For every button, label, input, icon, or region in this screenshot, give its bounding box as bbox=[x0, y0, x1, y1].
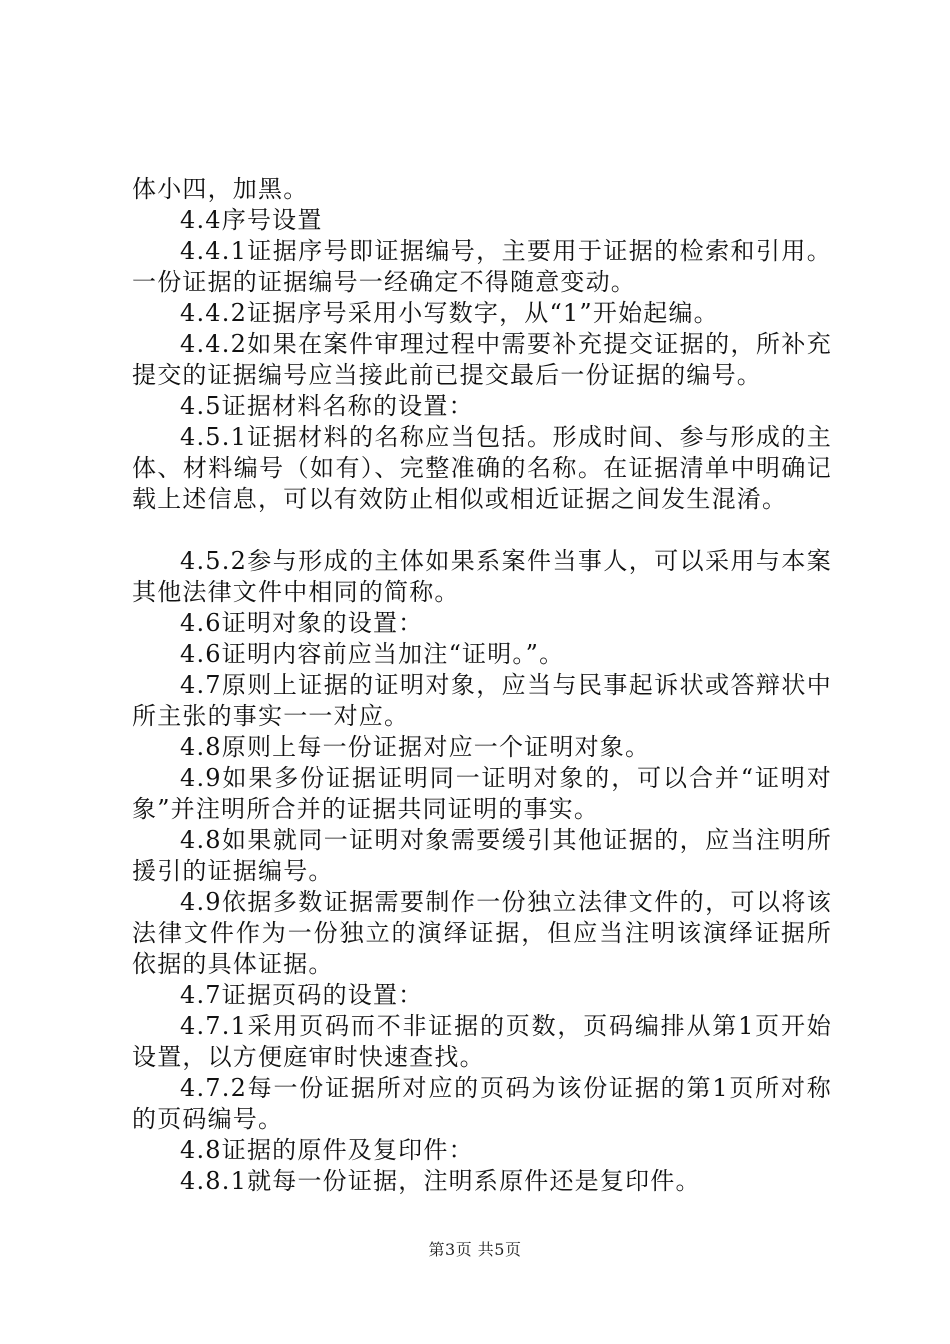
section-heading: 4.7证据页码的设置： bbox=[180, 981, 424, 1009]
paragraph: 4.8如果就同一证明对象需要缓引其他证据的，应当注明所援引的证据编号。 bbox=[132, 826, 832, 885]
paragraph: 4.7.2每一份证据所对应的页码为该份证据的第1页所对称的页码编号。 bbox=[132, 1074, 832, 1133]
page-footer bbox=[0, 1240, 950, 1260]
paragraph: 4.8原则上每一份证据对应一个证明对象。 bbox=[180, 733, 651, 761]
paragraph: 4.4.2如果在案件审理过程中需要补充提交证据的，所补充提交的证据编号应当接此前已提交最后一份证据的编号。 bbox=[132, 330, 832, 389]
paragraph: 4.8.1就每一份证据，注明系原件还是复印件。 bbox=[180, 1167, 701, 1195]
paragraph: 4.9依据多数证据需要制作一份独立法律文件的，可以将该法律文件作为一份独立的演绎证据，但应当注明该演绎证据所依据的具体证据。 bbox=[132, 888, 832, 978]
paragraph: 4.7原则上证据的证明对象，应当与民事起诉状或答辩状中所主张的事实一一对应。 bbox=[132, 671, 832, 730]
paragraph: 体小四，加黑。 bbox=[132, 175, 309, 203]
section-heading: 4.5证据材料名称的设置： bbox=[180, 392, 474, 420]
paragraph: 4.5.2参与形成的主体如果系案件当事人，可以采用与本案其他法律文件中相同的简称。 bbox=[132, 547, 832, 606]
paragraph: 4.6证明内容前应当加注“证明。”。 bbox=[180, 640, 565, 668]
paragraph: 4.5.1证据材料的名称应当包括。形成时间、参与形成的主体、材料编号（如有）、完整准确的名称。在证据清单中明确记载上述信息，可以有效防止相似或相近证据之间发生混淆。 bbox=[132, 423, 832, 513]
document-body bbox=[132, 174, 832, 1197]
page-number-label: 第3页 共5页 bbox=[428, 1240, 522, 1259]
section-heading: 4.4序号设置 bbox=[180, 206, 323, 234]
section-heading: 4.8证据的原件及复印件： bbox=[180, 1136, 474, 1164]
paragraph: 4.9如果多份证据证明同一证明对象的，可以合并“证明对象”并注明所合并的证据共同证明的事实。 bbox=[132, 764, 832, 823]
paragraph: 4.7.1采用页码而不非证据的页数，页码编排从第1页开始设置，以方便庭审时快速查找。 bbox=[132, 1012, 832, 1071]
paragraph: 4.4.2证据序号采用小写数字，从“1”开始起编。 bbox=[180, 299, 719, 327]
paragraph: 4.4.1证据序号即证据编号，主要用于证据的检索和引用。一份证据的证据编号一经确定不得随意变动。 bbox=[132, 237, 832, 296]
section-heading: 4.6证明对象的设置： bbox=[180, 609, 424, 637]
